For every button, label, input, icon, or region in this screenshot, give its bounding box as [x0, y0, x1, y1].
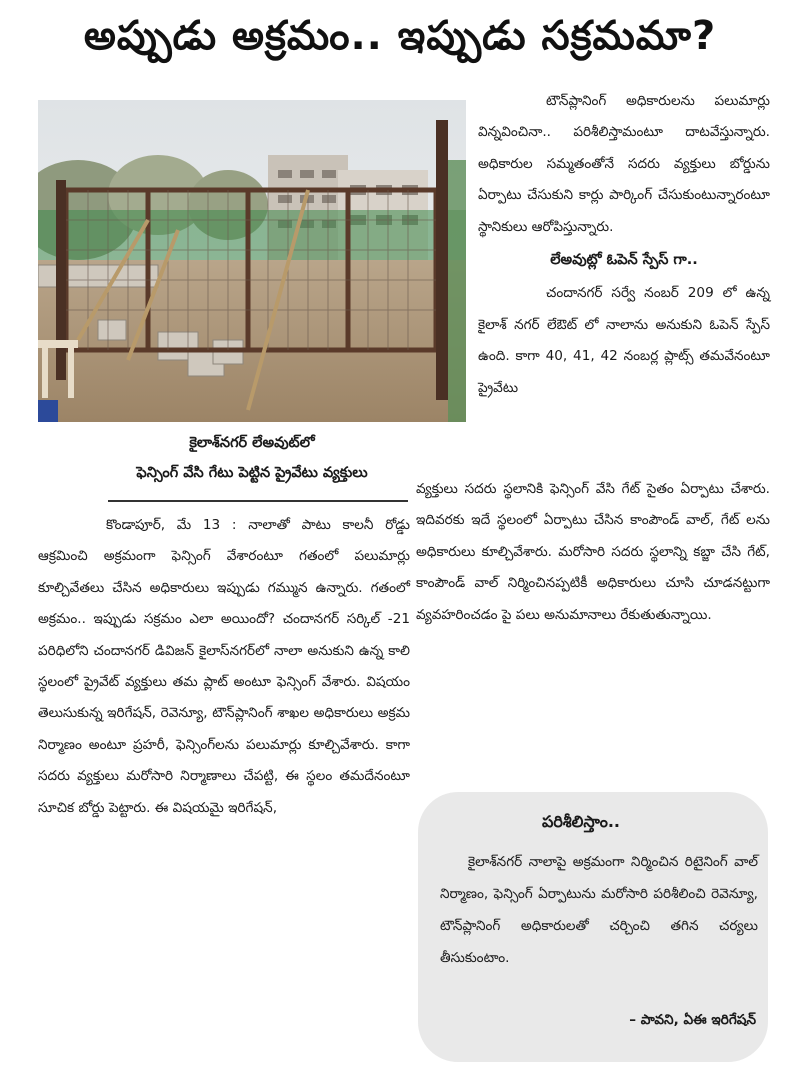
quote-body: [440, 846, 758, 974]
photo-caption: [36, 428, 468, 488]
article-column-right-main: [416, 474, 770, 631]
article-paragraph: వ్యక్తులు సదరు స్థలానికి ఫెన్సింగ్ వేసి గేట్ సైతం ఏర్పాటు చేశారు. ఇదివరకు ఇదే స్థలంలో ఏర్పాటు చేసిన కాంపౌండ్ వాల్, గేట్ లను అధికారులు కూల్చివేశారు. మరోసారి సదరు స్థలాన్ని కబ్జా చేసి గేట్, కాంపౌండ్ వాల్ నిర్మించినప్పటికీ అధికారులు చూసి చూడనట్టుగా వ్యవహరించడం పై పలు అనుమానాలు రేకుతుతున్నాయి.: [416, 481, 770, 623]
caption-divider: [108, 500, 408, 502]
quote-title: పరిశీలిస్తాం..: [542, 812, 620, 831]
article-subheading: లేఅవుట్లో ఓపెన్ స్పేస్ గా..: [550, 252, 698, 269]
headline: అప్పుడు అక్రమం.. ఇప్పుడు సక్రమమా?: [83, 13, 717, 59]
caption-line-1: కైలాశ్‌నగర్ లేఅవుట్‌లో: [189, 435, 315, 451]
article-column-left: [38, 510, 410, 824]
quote-author: – పావని, ఏఈ ఇరిగేషన్: [629, 1012, 756, 1028]
article-paragraph: చందానగర్ సర్వే నంబర్ 209 లో ఉన్న కైలాశ్ నగర్ లేఔట్ లో నాలాను అనుకుని ఓపెన్ స్పేస్ ఉంది. కాగా 40, 41, 42 నంబర్ల ప్లాట్స్ తమవేనంటూ ప్రైవేటు: [478, 285, 770, 396]
article-paragraph: కొండాపూర్, మే 13 : నాలాతో పాటు కాలనీ రోడ్డు ఆక్రమించి అక్రమంగా ఫెన్సింగ్ వేశారంటూ గతంలో పలుమార్లు కూల్చివేతలు చేసిన అధికారులు ఇప్పుడు గమ్మున ఉన్నారు. గతంలో అక్రమం.. ఇప్పుడు సక్రమం ఎలా అయిందో? చందానగర్ సర్కిల్ -21 పరిధిలోని చందానగర్ డివిజన్ కైలాస్‌నగర్‌లో నాలా అనుకుని ఉన్న కాలి స్థలంలో ప్రైవేట్ వ్యక్తులు తమ ప్లాట్ అంటూ ఫెన్సింగ్ వేశారు. విషయం తెలుసుకున్న ఇరిగేషన్, రెవెన్యూ, టౌన్‌ప్లానింగ్ శాఖల అధికారులు అక్రమ నిర్మాణం అంటూ ప్రహరీ, ఫెన్సింగ్‌లను పలుమార్లు కూల్చివేశారు. కాగా సదరు వ్యక్తులు మరోసారి నిర్మాణాలు చేపట్టి, ఈ స్థలం తమదేనంటూ సూచిక బోర్డు పెట్టారు. ఈ విషయమై ఇరిగేషన్,: [38, 517, 410, 816]
caption-line-2: ఫెన్సింగ్ వేసి గేటు పెట్టిన ప్రైవేటు వ్యక్తులు: [136, 465, 368, 481]
article-paragraph: టౌన్‌ప్లానింగ్ అధికారులను పలుమార్లు విన్నవించినా.. పరిశీలిస్తామంటూ దాటవేస్తున్నారు. అధికారుల సమ్మతంతోనే సదరు వ్యక్తులు బోర్డును ఏర్పాటు చేసుకుని కార్లు పార్కింగ్ చేసుకుంటున్నారంటూ స్థానికులు ఆరోపిస్తున్నారు.: [478, 93, 770, 235]
fenced-gate-photo-icon: [38, 100, 466, 422]
article-column-right-top: [478, 86, 770, 404]
quote-text: కైలాశ్‌నగర్ నాలాపై అక్రమంగా నిర్మించిన రిటైనింగ్ వాల్ నిర్మాణం, ఫెన్సింగ్ ఏర్పాటును మరోసారి పరిశీలించి రెవెన్యూ, టౌన్‌ప్లానింగ్ అధికారులతో చర్చించి తగిన చర్యలు తీసుకుంటాం.: [440, 854, 758, 966]
news-photo: [38, 100, 466, 422]
